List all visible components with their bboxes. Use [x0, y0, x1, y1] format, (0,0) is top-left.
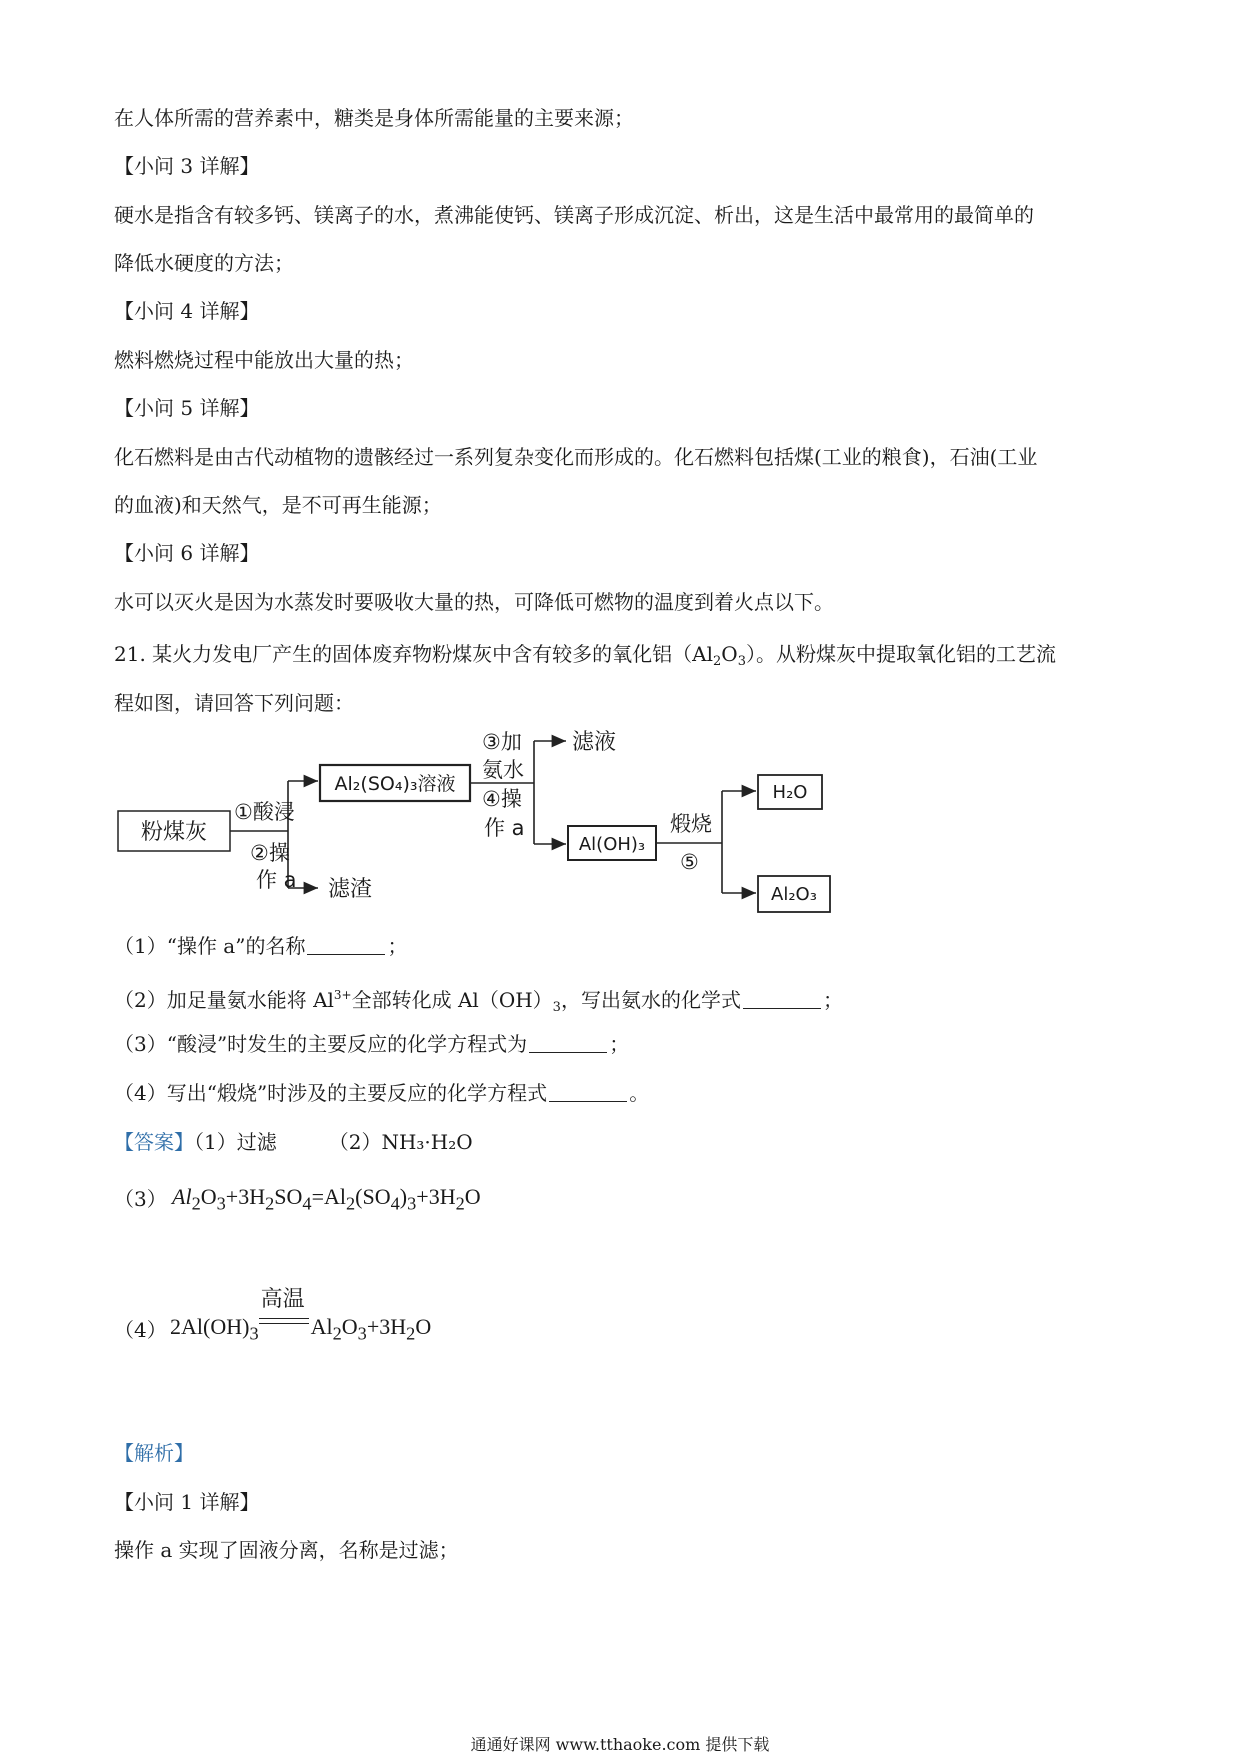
answer-row-1: 【答案】（1）过滤 （2）NH₃·H₂O: [114, 1130, 473, 1154]
question-4: （4）写出“煅烧”时涉及的主要反应的化学方程式 。: [114, 1081, 650, 1105]
question-2: （2）加足量氨水能将 $Al^{3+}$全部转化成 $Al(OH)_3$，写出氨水的化学式 ；: [114, 988, 843, 1015]
text-line: 降低水硬度的方法；: [114, 251, 294, 275]
text-line: 程如图，请回答下列问题：: [114, 691, 354, 715]
flow-step5-line2: ⑤: [680, 850, 699, 874]
analysis-label: 【解析】: [114, 1441, 194, 1465]
section-heading: 【小问 1 详解】: [114, 1490, 260, 1514]
section-heading: 【小问 5 详解】: [114, 396, 260, 420]
answer-blank: [549, 1085, 627, 1102]
text-line: 燃料燃烧过程中能放出大量的热；: [114, 348, 414, 372]
answer-4-label: （4）: [114, 1318, 167, 1342]
section-heading: 【小问 6 详解】: [114, 541, 260, 565]
equation-3: $Al_2O_3+3H_2SO_4=Al_2(SO_4)_3+3H_2O$: [172, 1184, 481, 1214]
answer-blank: [307, 938, 385, 955]
answer-blank: [529, 1036, 607, 1053]
flow-step1: ①酸浸: [234, 800, 295, 824]
flow-step4-line1: ④操: [482, 787, 522, 811]
text-line: 操作 a 实现了固液分离，名称是过滤；: [114, 1538, 459, 1562]
flow-step3-line1: ③加: [482, 730, 522, 754]
reaction-condition: 高温: [260, 1287, 305, 1312]
flow-solution-label: Al₂(SO₄)₃溶液: [334, 773, 456, 795]
text-line: 化石燃料是由古代动植物的遗骸经过一系列复杂变化而形成的。化石燃料包括煤(工业的粮食)，石油(工业: [114, 445, 1038, 469]
section-heading: 【小问 3 详解】: [114, 154, 260, 178]
equation-4: $2Al(OH)_3$ 高温 $Al_2O_3+3H_2O$: [170, 1314, 431, 1344]
flow-step4-line2: 作 a: [484, 816, 525, 840]
flow-step5-line1: 煅烧: [670, 812, 712, 836]
flow-hydroxide-label: Al(OH)₃: [578, 834, 646, 855]
question-3: （3）“酸浸”时发生的主要反应的化学方程式为 ；: [114, 1032, 630, 1056]
text-line: 的血液)和天然气，是不可再生能源；: [114, 493, 442, 517]
flow-alumina-label: Al₂O₃: [771, 884, 817, 905]
flow-filtrate: 滤液: [572, 730, 617, 755]
process-flow-diagram: [110, 725, 870, 925]
flow-step2-line1: ②操: [250, 841, 290, 865]
text-line: 在人体所需的营养素中，糖类是身体所需能量的主要来源；: [114, 106, 634, 130]
text-line: 硬水是指含有较多钙、镁离子的水，煮沸能使钙、镁离子形成沉淀、析出，这是生活中最常用的最简单的: [114, 203, 1034, 227]
question-21-stem: 21. 某火力发电厂产生的固体废弃物粉煤灰中含有较多的氧化铝$(Al_2O_3)$。从粉煤灰中提取氧化铝的工艺流: [114, 642, 1056, 669]
page-footer: 通通好课网 www.tthaoke.com 提供下载: [470, 1735, 770, 1754]
text-line: 水可以灭火是因为水蒸发时要吸收大量的热，可降低可燃物的温度到着火点以下。: [114, 590, 834, 614]
section-heading: 【小问 4 详解】: [114, 299, 260, 323]
answer-blank: [743, 992, 821, 1009]
flow-start-label: 粉煤灰: [140, 820, 208, 845]
answer-3-label: （3）: [114, 1187, 167, 1211]
flow-water-label: H₂O: [772, 782, 808, 803]
answer-label: 【答案】: [114, 1130, 194, 1154]
flow-residue: 滤渣: [328, 877, 373, 902]
flow-step2-line2: 作 a: [256, 868, 297, 892]
question-1: （1）“操作 a”的名称 ；: [114, 934, 408, 958]
flow-step3-line2: 氨水: [482, 758, 524, 782]
